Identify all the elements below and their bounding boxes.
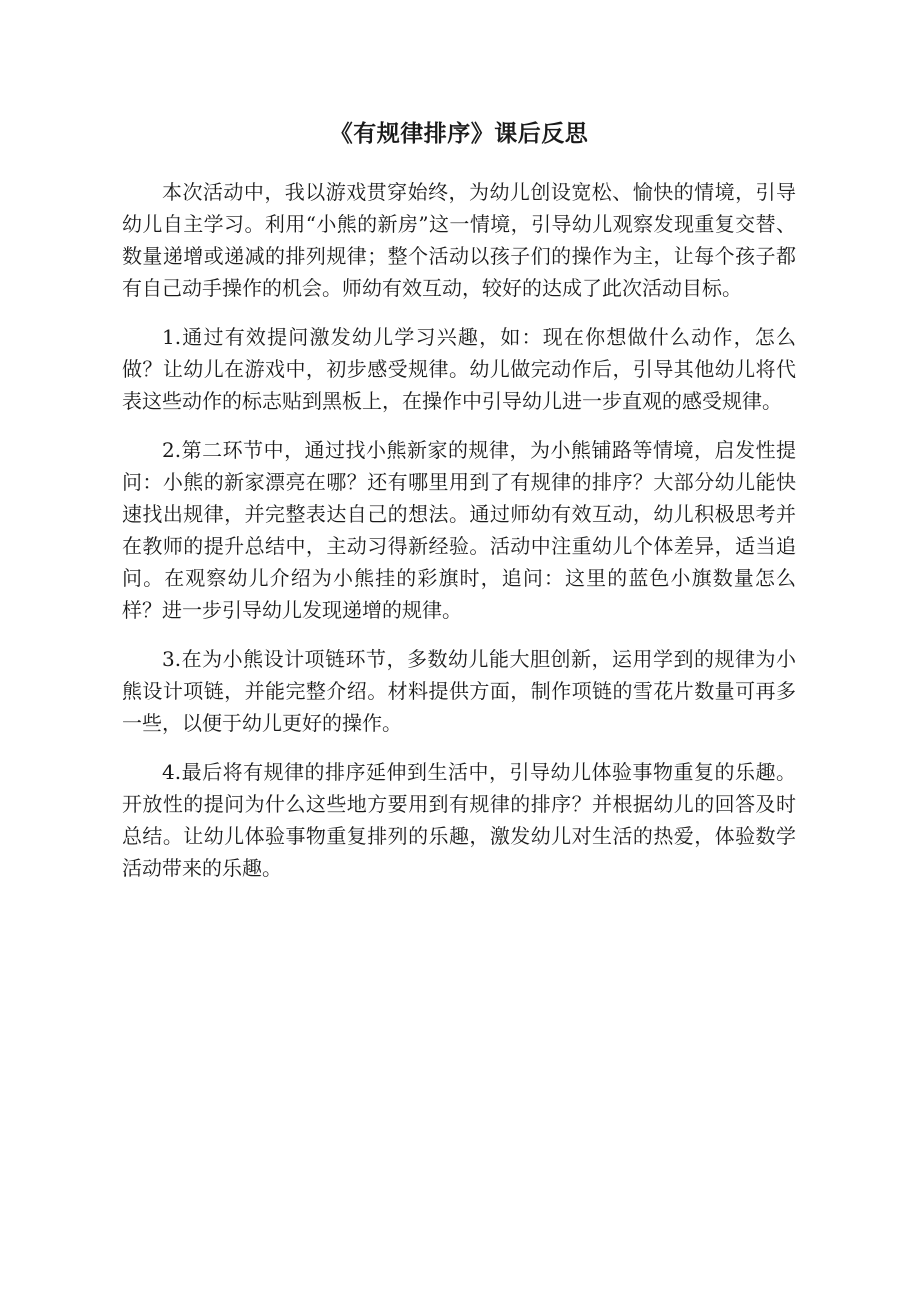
paragraph-point-3: 3.在为小熊设计项链环节，多数幼儿能大胆创新，运用学到的规律为小熊设计项链，并能完整介绍。材料提供方面，制作项链的雪花片数量可再多一些，以便于幼儿更好的操作。 [122, 647, 796, 735]
paragraph-point-2: 2.第二环节中，通过找小熊新家的规律，为小熊铺路等情境，启发性提问：小熊的新家漂亮在哪？还有哪里用到了有规律的排序？大部分幼儿能快速找出规律，并完整表达自己的想法。通过师幼有效互动，幼儿积极思考并在教师的提升总结中，主动习得新经验。活动中注重幼儿个体差异，适当追问。在观察幼儿介绍为小熊挂的彩旗时，追问：这里的蓝色小旗数量怎么样？进一步引导幼儿发现递增的规律。 [122, 438, 796, 622]
paragraph-intro: 本次活动中，我以游戏贯穿始终，为幼儿创设宽松、愉快的情境，引导幼儿自主学习。利用“小熊的新房”这一情境，引导幼儿观察发现重复交替、数量递增或递减的排列规律；整个活动以孩子们的操作为主，让每个孩子都有自己动手操作的机会。师幼有效互动，较好的达成了此次活动目标。 [122, 180, 796, 300]
paragraph-point-4: 4.最后将有规律的排序延伸到生活中，引导幼儿体验事物重复的乐趣。开放性的提问为什么这些地方要用到有规律的排序？并根据幼儿的回答及时总结。让幼儿体验事物重复排列的乐趣，激发幼儿对生活的热爱，体验数学活动带来的乐趣。 [122, 760, 796, 880]
paragraph-point-1: 1.通过有效提问激发幼儿学习兴趣，如：现在你想做什么动作，怎么做？让幼儿在游戏中，初步感受规律。幼儿做完动作后，引导其他幼儿将代表这些动作的标志贴到黑板上，在操作中引导幼儿进一步直观的感受规律。 [122, 325, 796, 413]
document-title: 《有规律排序》课后反思 [329, 121, 589, 147]
document-page [122, 112, 796, 901]
